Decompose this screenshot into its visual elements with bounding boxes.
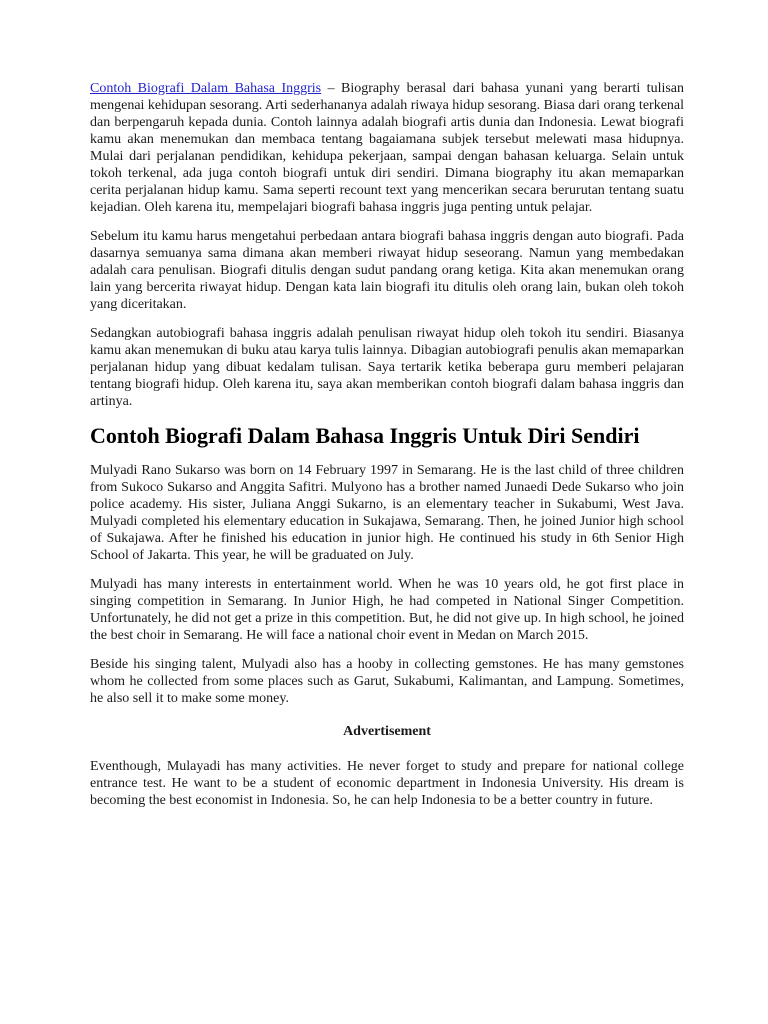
paragraph-biography-interests: Mulyadi has many interests in entertainment world. When he was 10 years old, he got first place in singing competition in Semarang. In Junior High, he had competed in National Singer Competition. Unfortunately, he did not get a prize in this competition. But, he did not give up. In high school, he joined the best choir in Semarang. He will face a national choir event in Medan on March 2015. xyxy=(90,577,684,643)
advertisement-label: Advertisement xyxy=(343,724,431,739)
paragraph-biografi-vs-autobiografi: Sebelum itu kamu harus mengetahui perbedaan antara biografi bahasa inggris dengan auto biografi. Pada dasarnya semuanya sama dimana akan memberi riwayat hidup seseorang. Namun yang membedakan adalah cara penulisan. Biografi ditulis dengan sudut pandang orang ketiga. Kita akan menemukan orang lain yang bercerita riwayat hidup. Dengan kata lain biografi itu ditulis oleh orang lain, bukan oleh tokoh yang diceritakan. xyxy=(90,229,684,312)
intro-paragraph xyxy=(90,80,684,216)
paragraph-biography-birth-education: Mulyadi Rano Sukarso was born on 14 February 1997 in Semarang. He is the last child of three children from Sukoco Sukarso and Anggita Safitri. Mulyono has a brother named Junaedi Dede Sukarso who join police academy. His sister, Juliana Anggi Sukarno, is an elementary teacher in Sukabumi, West Java. Mulyadi completed his elementary education in Sukajawa, Semarang. Then, he joined Junior high school of Sukajawa. After he finished his education in junior high. He continued his study in 6th Senior High School of Jakarta. This year, he will be graduated on July. xyxy=(90,463,684,563)
paragraph-autobiografi: Sedangkan autobiografi bahasa inggris adalah penulisan riwayat hidup oleh tokoh itu sendiri. Biasanya kamu akan menemukan di buku atau karya tulis lainnya. Dibagian autobiografi penulis akan memaparkan perjalanan hidup yang dibuat kedalam tulisan. Saya tertarik ketika beberapa guru memberi pelajaran tentang biografi hidup. Oleh karena itu, saya akan memberikan contoh biografi dalam bahasa inggris dan artinya. xyxy=(90,326,684,409)
article-title-link[interactable]: Contoh Biografi Dalam Bahasa Inggris xyxy=(90,81,322,96)
paragraph-biography-dream: Eventhough, Mulayadi has many activities. He never forget to study and prepare for national college entrance test. He want to be a student of economic department in Indonesia University. His dream is becoming the best economist in Indonesia. So, he can help Indonesia to be a better country in future. xyxy=(90,759,684,808)
article-body xyxy=(90,80,684,809)
paragraph-biography-gemstones: Beside his singing talent, Mulyadi also has a hooby in collecting gemstones. He has many gemstones whom he collected from some places such as Garut, Sukabumi, Kalimantan, and Lampung. Sometimes, he also sell it to make some money. xyxy=(90,657,684,706)
intro-paragraph-text: – Biography berasal dari bahasa yunani yang berarti tulisan mengenai kehidupan sesorang. Arti sederhananya adalah riwaya hidup sesorang. Biasa dari orang terkenal dan berpengaruh kepada dunia. Contoh lainnya adalah biografi artis dunia dan Indonesia. Lewat biografi kamu akan menemukan dan membaca tentang bagaiamana subjek tersebut melewati masa hidupnya. Mulai dari perjalanan pendidikan, kehidupa pekerjaan, sampai dengan bahasan keluarga. Selain untuk tokoh terkenal, ada juga contoh biografi untuk diri sendiri. Dimana biography itu akan memaparkan cerita perjalanan hidup kamu. Sama seperti recount text yang mencerikan secara berurutan tentang suatu kejadian. Oleh karena itu, mempelajari biografi bahasa inggris juga penting untuk pelajar. xyxy=(90,81,685,215)
section-heading: Contoh Biografi Dalam Bahasa Inggris Untuk Diri Sendiri xyxy=(90,423,640,448)
